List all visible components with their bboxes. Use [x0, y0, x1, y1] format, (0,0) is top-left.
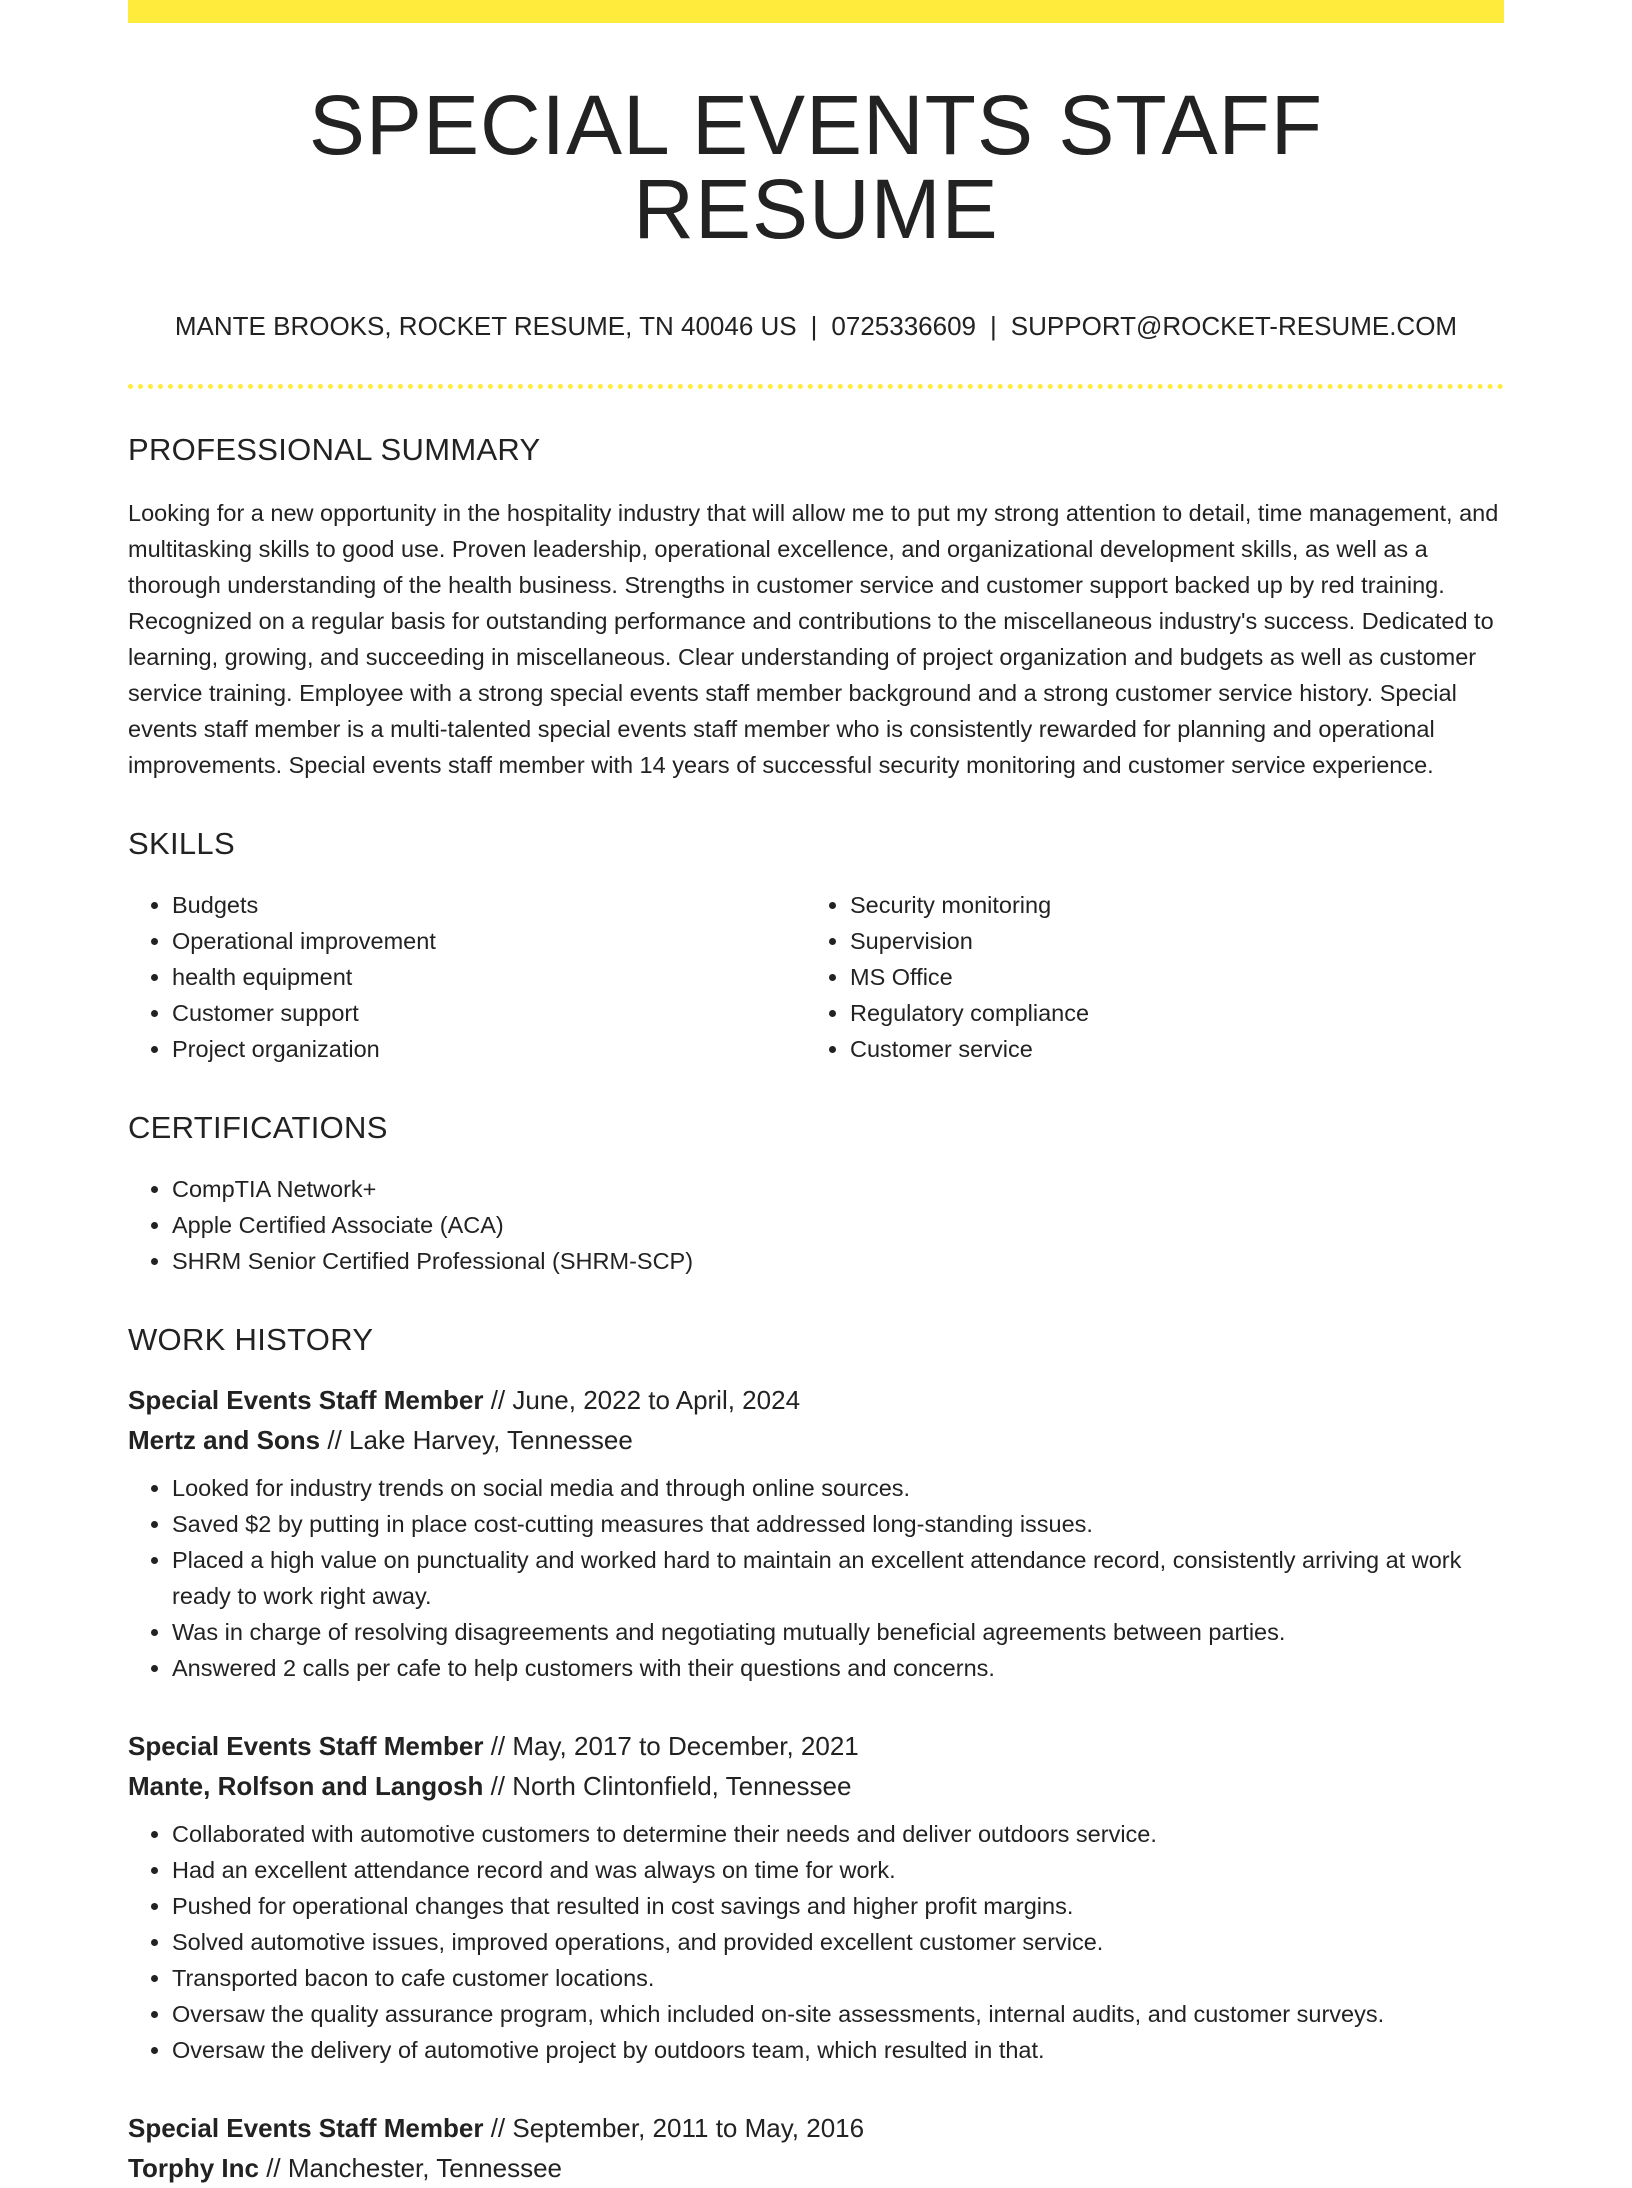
- job-location: // North Clintonfield, Tennessee: [483, 1770, 852, 1801]
- job-location: // Manchester, Tennessee: [258, 2152, 563, 2183]
- job-company: Torphy Inc: [128, 2152, 259, 2183]
- job-company-line: [128, 1766, 1504, 1806]
- job-entry: [128, 1726, 1504, 2068]
- certifications-list: [128, 1171, 1504, 1279]
- certifications-section: [128, 1111, 1504, 1279]
- skills-section: [128, 827, 1504, 1067]
- work-history-heading: WORK HISTORY: [128, 1322, 374, 1358]
- certifications-heading: CERTIFICATIONS: [128, 1110, 388, 1146]
- job-bullet: • Solved automotive issues, improved operations, and provided excellent customer service.: [172, 1924, 1504, 1960]
- job-bullet: • Was in charge of resolving disagreements and negotiating mutually beneficial agreements between parties.: [172, 1614, 1504, 1650]
- job-location: // Lake Harvey, Tennessee: [320, 1424, 633, 1455]
- resume-page: [128, 0, 1504, 2188]
- job-bullet: • Pushed for operational changes that resulted in cost savings and higher profit margins.: [172, 1888, 1504, 1924]
- skill-item: • Project organization: [172, 1031, 806, 1067]
- contact-address: MANTE BROOKS, ROCKET RESUME, TN 40046 US: [174, 311, 797, 341]
- job-company: Mertz and Sons: [128, 1424, 321, 1455]
- job-company-line: [128, 1420, 1504, 1460]
- job-dates: // June, 2022 to April, 2024: [483, 1384, 801, 1415]
- skill-item: • Regulatory compliance: [850, 995, 1484, 1031]
- skill-item: • Supervision: [850, 923, 1484, 959]
- summary-text: Looking for a new opportunity in the hospitality industry that will allow me to put my strong attention to detail, time management, and multitasking skills to good use. Proven leadership, operational excellence, and organizational development skills, as well as a thorough understanding of the health business. Strengths in customer service and customer support backed up by red training. Recognized on a regular basis for outstanding performance and contributions to the miscellaneous industry's success. Dedicated to learning, growing, and succeeding in miscellaneous. Clear understanding of project organization and budgets as well as customer service training. Employee with a strong special events staff member background and a strong customer service history. Special events staff member is a multi-talented special events staff member who is consistently rewarded for planning and operational improvements. Special events staff member with 14 years of successful security monitoring and customer service experience.: [128, 500, 1499, 779]
- skill-item: • health equipment: [172, 959, 806, 995]
- contact-phone: 0725336609: [831, 311, 977, 341]
- job-company: Mante, Rolfson and Langosh: [128, 1770, 484, 1801]
- job-bullet: • Collaborated with automotive customers to determine their needs and deliver outdoors service.: [172, 1816, 1504, 1852]
- job-company-line: [128, 2148, 1504, 2188]
- contact-separator: |: [990, 311, 997, 341]
- job-bullet: • Looked for industry trends on social media and through online sources.: [172, 1470, 1504, 1506]
- dotted-divider: [128, 384, 1504, 389]
- contact-separator: |: [810, 311, 818, 341]
- certification-item: • SHRM Senior Certified Professional (SHRM-SCP): [172, 1243, 1504, 1279]
- skill-item: • Budgets: [172, 887, 806, 923]
- skills-left-list: [128, 887, 806, 1067]
- job-bullet: • Had an excellent attendance record and was always on time for work.: [172, 1852, 1504, 1888]
- summary-section: [128, 433, 1504, 783]
- job-entry: [128, 2108, 1504, 2188]
- job-title: Special Events Staff Member: [128, 1384, 484, 1415]
- skill-item: • Customer service: [850, 1031, 1484, 1067]
- job-bullets: [128, 1816, 1504, 2068]
- resume-title: SPECIAL EVENTS STAFF RESUME: [308, 78, 1324, 256]
- job-title: Special Events Staff Member: [128, 1730, 484, 1761]
- job-title: Special Events Staff Member: [128, 2112, 484, 2143]
- skills-right-list: [806, 887, 1484, 1067]
- skill-item: • Operational improvement: [172, 923, 806, 959]
- job-bullets: [128, 1470, 1504, 1686]
- contact-line: [128, 311, 1504, 342]
- job-dates: // September, 2011 to May, 2016: [483, 2112, 865, 2143]
- skill-item: • Security monitoring: [850, 887, 1484, 923]
- job-bullet: • Oversaw the delivery of automotive project by outdoors team, which resulted in that.: [172, 2032, 1504, 2068]
- contact-email: SUPPORT@ROCKET-RESUME.COM: [1010, 311, 1458, 341]
- job-dates: // May, 2017 to December, 2021: [483, 1730, 859, 1761]
- job-bullet: • Saved $2 by putting in place cost-cutting measures that addressed long-standing issues.: [172, 1506, 1504, 1542]
- work-history-section: [128, 1323, 1504, 2187]
- skills-grid: [128, 887, 1504, 1067]
- skill-item: • Customer support: [172, 995, 806, 1031]
- job-bullet: • Oversaw the quality assurance program, which included on-site assessments, internal audits, and customer surveys.: [172, 1996, 1504, 2032]
- job-title-line: [128, 2108, 1504, 2148]
- job-bullet: • Transported bacon to cafe customer locations.: [172, 1960, 1504, 1996]
- skill-item: • MS Office: [850, 959, 1484, 995]
- job-bullet: • Placed a high value on punctuality and worked hard to maintain an excellent attendance record, consistently arriving at work ready to work right away.: [172, 1542, 1504, 1614]
- accent-top-bar: [128, 0, 1504, 23]
- job-title-line: [128, 1380, 1504, 1420]
- job-bullet: • Answered 2 calls per cafe to help customers with their questions and concerns.: [172, 1650, 1504, 1686]
- job-entry: [128, 1380, 1504, 1686]
- certification-item: • Apple Certified Associate (ACA): [172, 1207, 1504, 1243]
- job-title-line: [128, 1726, 1504, 1766]
- certification-item: • CompTIA Network+: [172, 1171, 1504, 1207]
- skills-heading: SKILLS: [128, 826, 235, 862]
- summary-heading: PROFESSIONAL SUMMARY: [128, 432, 541, 468]
